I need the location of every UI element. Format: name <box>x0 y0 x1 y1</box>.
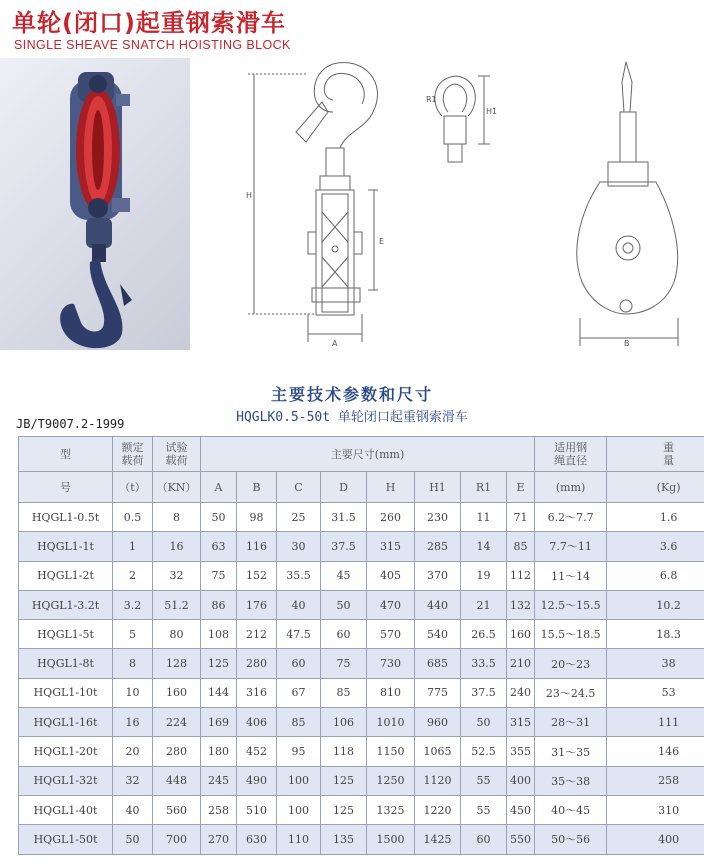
header-dim-h1: H1 <box>415 472 461 503</box>
table-cell: 135 <box>321 825 367 854</box>
table-cell: 75 <box>321 649 367 678</box>
table-cell: 146 <box>607 737 704 766</box>
model-cell: HQGL1-0.5t <box>19 503 113 532</box>
table-cell: 160 <box>153 678 201 707</box>
header-model-bottom: 号 <box>19 472 113 503</box>
table-cell: 355 <box>507 737 535 766</box>
table-cell: 470 <box>367 590 415 619</box>
table-cell: 180 <box>201 737 237 766</box>
header-rated-load: 额定 载荷 <box>113 437 153 472</box>
model-cell: HQGL1-10t <box>19 678 113 707</box>
table-cell: 28～31 <box>535 708 607 737</box>
table-cell: 310 <box>607 795 704 824</box>
header-main-dims: 主要尺寸(mm) <box>201 437 535 472</box>
table-cell: 35～38 <box>535 766 607 795</box>
header-test-load-unit: （KN） <box>153 472 201 503</box>
table-cell: 1150 <box>367 737 415 766</box>
table-cell: 315 <box>367 532 415 561</box>
dim-label-b: B <box>624 339 630 348</box>
table-cell: 60 <box>321 620 367 649</box>
table-cell: 85 <box>321 678 367 707</box>
table-cell: 169 <box>201 708 237 737</box>
table-cell: 1425 <box>415 825 461 854</box>
table-row <box>19 678 704 707</box>
table-cell: 53 <box>607 678 704 707</box>
spec-table <box>18 436 704 855</box>
model-cell: HQGL1-16t <box>19 708 113 737</box>
table-cell: 1250 <box>367 766 415 795</box>
table-cell: 35.5 <box>277 561 321 590</box>
table-cell: 280 <box>153 737 201 766</box>
header-dim-a: A <box>201 472 237 503</box>
header-test-load: 试验 载荷 <box>153 437 201 472</box>
table-cell: 47.5 <box>277 620 321 649</box>
table-cell: 51.2 <box>153 590 201 619</box>
table-cell: 95 <box>277 737 321 766</box>
table-cell: 315 <box>507 708 535 737</box>
table-cell: 240 <box>507 678 535 707</box>
table-cell: 50 <box>113 825 153 854</box>
table-row <box>19 532 704 561</box>
page-subtitle-en: SINGLE SHEAVE SNATCH HOISTING BLOCK <box>14 38 291 52</box>
table-cell: 52.5 <box>461 737 507 766</box>
table-cell: 405 <box>367 561 415 590</box>
table-cell: 1.6 <box>607 503 704 532</box>
table-cell: 31.5 <box>321 503 367 532</box>
table-cell: 23～24.5 <box>535 678 607 707</box>
table-cell: 86 <box>201 590 237 619</box>
table-cell: 6.2～7.7 <box>535 503 607 532</box>
table-cell: 960 <box>415 708 461 737</box>
table-cell: 25 <box>277 503 321 532</box>
table-cell: 21 <box>461 590 507 619</box>
header-rated-load-unit: （t） <box>113 472 153 503</box>
table-cell: 630 <box>237 825 277 854</box>
header-model-top: 型 <box>19 437 113 472</box>
table-cell: 258 <box>607 766 704 795</box>
table-cell: 50 <box>321 590 367 619</box>
table-cell: 1065 <box>415 737 461 766</box>
table-cell: 7.7～11 <box>535 532 607 561</box>
table-cell: 1500 <box>367 825 415 854</box>
table-cell: 31～35 <box>535 737 607 766</box>
table-cell: 19 <box>461 561 507 590</box>
model-cell: HQGL1-40t <box>19 795 113 824</box>
page-title: 单轮(闭口)起重钢索滑车 <box>12 9 286 37</box>
table-cell: 63 <box>201 532 237 561</box>
table-cell: 12.5～15.5 <box>535 590 607 619</box>
table-cell: 80 <box>153 620 201 649</box>
front-view-drawing <box>560 52 700 352</box>
dim-label-h1: H1 <box>486 107 498 116</box>
table-cell: 75 <box>201 561 237 590</box>
table-cell: 3.2 <box>113 590 153 619</box>
table-row <box>19 795 704 824</box>
table-cell: 11～14 <box>535 561 607 590</box>
spec-table-body <box>19 503 704 855</box>
header-dim-e: E <box>507 472 535 503</box>
header-rope-dia-unit: (mm) <box>535 472 607 503</box>
header-dim-d: D <box>321 472 367 503</box>
table-cell: 71 <box>507 503 535 532</box>
table-cell: 260 <box>367 503 415 532</box>
table-row <box>19 561 704 590</box>
table-cell: 50 <box>461 708 507 737</box>
table-cell: 100 <box>277 766 321 795</box>
table-cell: 370 <box>415 561 461 590</box>
table-cell: 85 <box>277 708 321 737</box>
table-cell: 1325 <box>367 795 415 824</box>
table-cell: 440 <box>415 590 461 619</box>
table-cell: 16 <box>113 708 153 737</box>
dim-label-e: E <box>379 237 385 246</box>
section-title: 主要技术参数和尺寸 <box>270 385 433 404</box>
standard-number: JB/T9007.2-1999 <box>16 417 125 431</box>
table-cell: 40 <box>277 590 321 619</box>
table-cell: 111 <box>607 708 704 737</box>
table-cell: 316 <box>237 678 277 707</box>
table-cell: 570 <box>367 620 415 649</box>
dim-label-r1: R1 <box>426 95 437 104</box>
table-cell: 33.5 <box>461 649 507 678</box>
table-row <box>19 620 704 649</box>
table-row <box>19 649 704 678</box>
pulley-block-photo-illustration <box>0 58 190 350</box>
model-cell: HQGL1-50t <box>19 825 113 854</box>
table-cell: 16 <box>153 532 201 561</box>
table-cell: 285 <box>415 532 461 561</box>
table-cell: 37.5 <box>321 532 367 561</box>
table-cell: 125 <box>321 766 367 795</box>
table-cell: 685 <box>415 649 461 678</box>
table-cell: 110 <box>277 825 321 854</box>
table-cell: 230 <box>415 503 461 532</box>
table-cell: 118 <box>321 737 367 766</box>
table-cell: 20 <box>113 737 153 766</box>
table-cell: 32 <box>153 561 201 590</box>
table-cell: 448 <box>153 766 201 795</box>
header-weight-unit: (Kg) <box>607 472 704 503</box>
table-cell: 132 <box>507 590 535 619</box>
table-cell: 810 <box>367 678 415 707</box>
table-row <box>19 590 704 619</box>
table-cell: 406 <box>237 708 277 737</box>
table-cell: 5 <box>113 620 153 649</box>
table-cell: 116 <box>237 532 277 561</box>
table-cell: 60 <box>277 649 321 678</box>
table-cell: 11 <box>461 503 507 532</box>
table-cell: 67 <box>277 678 321 707</box>
table-cell: 45 <box>321 561 367 590</box>
table-row <box>19 766 704 795</box>
table-cell: 510 <box>237 795 277 824</box>
table-cell: 50 <box>201 503 237 532</box>
table-cell: 108 <box>201 620 237 649</box>
table-cell: 10 <box>113 678 153 707</box>
table-cell: 775 <box>415 678 461 707</box>
model-cell: HQGL1-5t <box>19 620 113 649</box>
shackle-detail-drawing <box>418 70 498 180</box>
dim-label-h: H <box>246 191 253 200</box>
table-cell: 2 <box>113 561 153 590</box>
table-cell: 176 <box>237 590 277 619</box>
table-cell: 112 <box>507 561 535 590</box>
table-cell: 3.6 <box>607 532 704 561</box>
table-cell: 128 <box>153 649 201 678</box>
header-dim-r1: R1 <box>461 472 507 503</box>
table-cell: 212 <box>237 620 277 649</box>
side-view-drawing <box>238 52 388 352</box>
table-cell: 15.5～18.5 <box>535 620 607 649</box>
table-cell: 452 <box>237 737 277 766</box>
table-cell: 55 <box>461 766 507 795</box>
table-cell: 210 <box>507 649 535 678</box>
table-cell: 540 <box>415 620 461 649</box>
table-cell: 55 <box>461 795 507 824</box>
table-cell: 32 <box>113 766 153 795</box>
header-weight: 重 量 <box>607 437 704 472</box>
table-cell: 258 <box>201 795 237 824</box>
table-cell: 280 <box>237 649 277 678</box>
table-cell: 8 <box>153 503 201 532</box>
table-cell: 550 <box>507 825 535 854</box>
table-cell: 26.5 <box>461 620 507 649</box>
table-cell: 10.2 <box>607 590 704 619</box>
table-cell: 400 <box>507 766 535 795</box>
table-cell: 106 <box>321 708 367 737</box>
table-cell: 270 <box>201 825 237 854</box>
table-cell: 144 <box>201 678 237 707</box>
table-row <box>19 825 704 854</box>
table-cell: 100 <box>277 795 321 824</box>
header-rope-dia: 适用钢 绳直径 <box>535 437 607 472</box>
table-cell: 1220 <box>415 795 461 824</box>
section-subtitle: HQGLK0.5-50t 单轮闭口起重钢索滑车 <box>236 410 468 425</box>
table-cell: 40 <box>113 795 153 824</box>
table-cell: 37.5 <box>461 678 507 707</box>
table-cell: 700 <box>153 825 201 854</box>
table-cell: 160 <box>507 620 535 649</box>
table-cell: 490 <box>237 766 277 795</box>
table-cell: 14 <box>461 532 507 561</box>
table-cell: 30 <box>277 532 321 561</box>
table-cell: 1120 <box>415 766 461 795</box>
table-cell: 245 <box>201 766 237 795</box>
table-cell: 224 <box>153 708 201 737</box>
product-photo <box>0 58 190 350</box>
table-cell: 6.8 <box>607 561 704 590</box>
table-cell: 98 <box>237 503 277 532</box>
table-cell: 40～45 <box>535 795 607 824</box>
table-cell: 60 <box>461 825 507 854</box>
header-dim-h: H <box>367 472 415 503</box>
model-cell: HQGL1-2t <box>19 561 113 590</box>
table-cell: 1 <box>113 532 153 561</box>
table-cell: 730 <box>367 649 415 678</box>
model-cell: HQGL1-8t <box>19 649 113 678</box>
header-dim-b: B <box>237 472 277 503</box>
table-cell: 450 <box>507 795 535 824</box>
header-dim-c: C <box>277 472 321 503</box>
table-cell: 38 <box>607 649 704 678</box>
table-cell: 8 <box>113 649 153 678</box>
table-cell: 85 <box>507 532 535 561</box>
table-row <box>19 503 704 532</box>
table-cell: 1010 <box>367 708 415 737</box>
table-cell: 400 <box>607 825 704 854</box>
model-cell: HQGL1-3.2t <box>19 590 113 619</box>
table-cell: 0.5 <box>113 503 153 532</box>
table-cell: 560 <box>153 795 201 824</box>
model-cell: HQGL1-32t <box>19 766 113 795</box>
table-cell: 125 <box>201 649 237 678</box>
dim-label-a: A <box>332 339 338 348</box>
model-cell: HQGL1-20t <box>19 737 113 766</box>
table-cell: 125 <box>321 795 367 824</box>
table-cell: 50～56 <box>535 825 607 854</box>
table-row <box>19 737 704 766</box>
table-row <box>19 708 704 737</box>
table-cell: 152 <box>237 561 277 590</box>
table-cell: 20～23 <box>535 649 607 678</box>
table-cell: 18.3 <box>607 620 704 649</box>
model-cell: HQGL1-1t <box>19 532 113 561</box>
